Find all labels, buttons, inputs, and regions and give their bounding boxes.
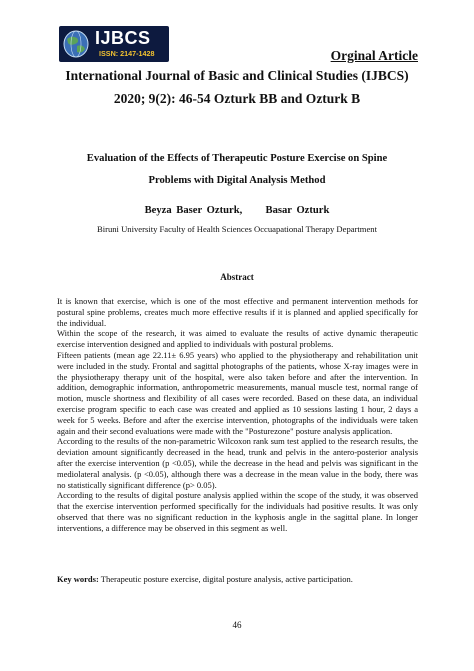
abstract-paragraph: It is known that exercise, which is one of the most effective and permanent intervention methods for postural spine problems, creates much more effective results if it is planned and applied specifically for the individual. (57, 296, 418, 328)
abstract-paragraph: Fifteen patients (mean age 22.11± 6.95 years) who applied to the physiotherapy and rehabilitation unit were included in the study. Frontal and sagittal photographs of the patients, whose X-ray images were in the physiotherapy therapy unit of the hospital, were also taken before and after the intervention. In addition, demographic information, anthropometric measurements, manual muscle test, normal range of motion, muscle shortness and flexibility of all cases were recorded. Based on these data, an individual exercise program specific to each case was created and applied as 10 sessions lasting 1 hour, 2 days a week for 5 weeks. Before and after the exercise intervention, photographs of the individuals were taken again and their second evaluations were made with the "Posturezone" posture analysis application. (57, 349, 418, 436)
abstract-paragraph: According to the results of the non-parametric Wilcoxon rank sum test applied to the research results, the deviation amount significantly decreased in the head, trunk and pelvis in the antero-posterior analysis after the exercise intervention (p <0.05), while the decrease in the head and pelvis was significant in the mediolateral analysis. (p <0.05), although there was a decrease in the mean value in the body, there was no statistically significant difference (p> 0.05). (57, 436, 418, 490)
journal-citation: 2020; 9(2): 46-54 Ozturk BB and Ozturk B (113, 91, 361, 106)
abstract-paragraph: According to the results of digital posture analysis applied within the scope of the study, it was observed that the exercise intervention performed specifically for the individuals had positive results. It was only observed that there was no significant reduction in the kyphosis angle in the sagittal plane. In longer interventions, a difference may be observed in this segment as well. (57, 490, 418, 533)
author-name: Beyza Baser Ozturk, (144, 205, 243, 216)
author-name: Basar Ozturk (265, 205, 330, 216)
journal-logo (59, 26, 169, 62)
paper-title: Evaluation of the Effects of Therapeutic Posture Exercise on Spine Problems with Digital Analysis Method (86, 153, 388, 186)
logo-text: IJBCS (95, 28, 151, 48)
article-type-label: Orginal Article (330, 48, 418, 63)
keywords-label: Key words: (57, 574, 99, 584)
journal-title: International Journal of Basic and Clinical Studies (IJBCS) (65, 68, 409, 83)
abstract-body (57, 296, 418, 534)
page-number: 46 (232, 620, 242, 630)
keywords-text: Therapeutic posture exercise, digital posture analysis, active participation. (100, 574, 353, 584)
logo-issn: ISSN: 2147-1428 (99, 49, 155, 58)
authors-line (0, 205, 474, 216)
abstract-paragraph: Within the scope of the research, it was aimed to evaluate the results of active dynamic therapeutic exercise intervention designed and applied to individuals with postural problems. (57, 328, 418, 350)
abstract-heading: Abstract (220, 272, 254, 282)
globe-icon (62, 29, 90, 59)
author-affiliation: Biruni University Faculty of Health Sciences Occuapational Therapy Department (96, 224, 377, 234)
keywords (57, 574, 418, 585)
